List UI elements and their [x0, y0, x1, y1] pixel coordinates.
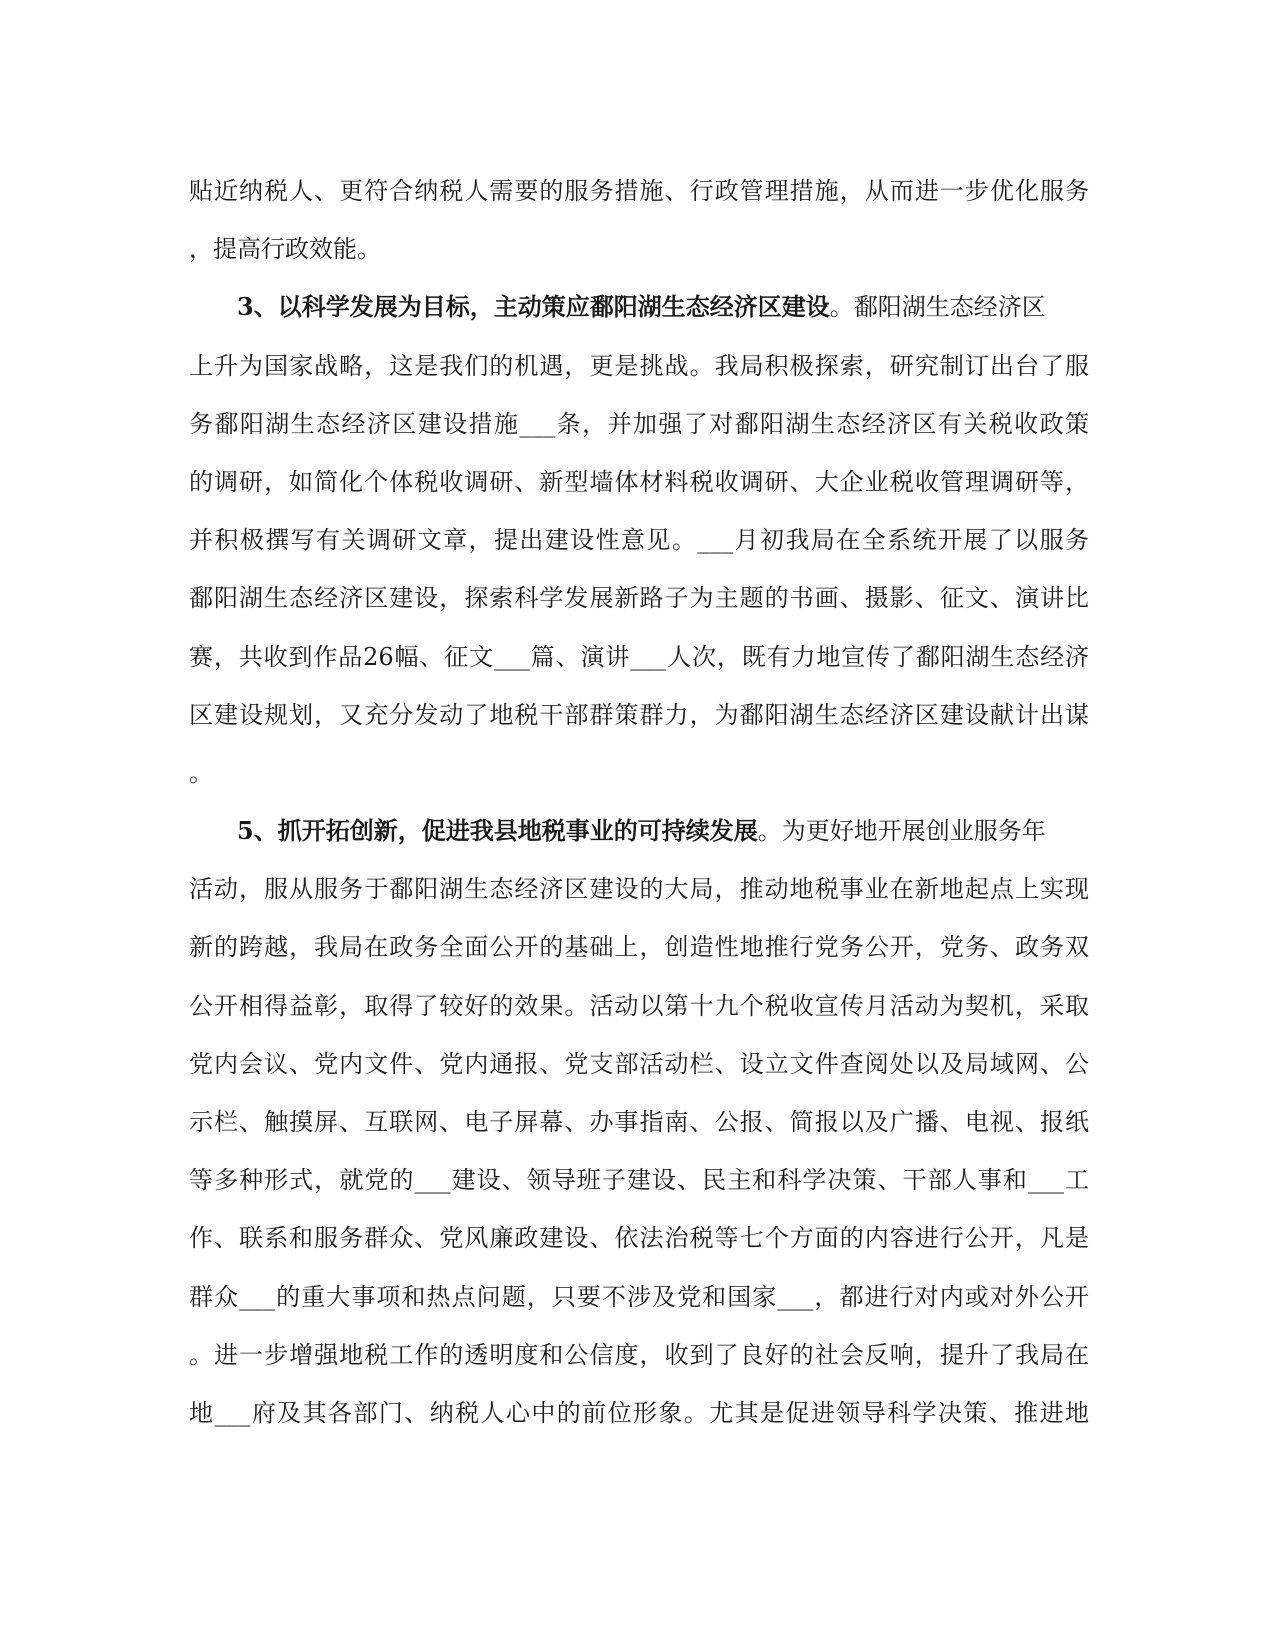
- text-line: 的调研，如简化个体税收调研、新型墙体材料税收调研、大企业税收管理调研等，: [189, 467, 1089, 496]
- text-line: 作、联系和服务群众、党风廉政建设、依法治税等七个方面的内容进行公开，凡是: [189, 1224, 1089, 1253]
- paragraph-3: [189, 802, 1089, 1442]
- text-run: 。鄱阳湖生态经济区: [829, 293, 1046, 322]
- paragraph-heading: 3、以科学发展为目标，主动策应鄱阳湖生态经济区建设: [237, 292, 830, 322]
- text-line: 并积极撰写有关调研文章，提出建设性意见。___月初我局在全系统开展了以服务: [189, 526, 1089, 555]
- paragraph-first-line: [189, 278, 1089, 336]
- text-line: 地___府及其各部门、纳税人心中的前位形象。尤其是促进领导科学决策、推进地: [189, 1398, 1089, 1427]
- text-line: 公开相得益彰，取得了较好的效果。活动以第十九个税收宣传月活动为契机，采取: [189, 991, 1089, 1020]
- paragraph-2: [189, 278, 1089, 802]
- text-line: 新的跨越，我局在政务全面公开的基础上，创造性地推行党务公开，党务、政务双: [189, 933, 1089, 962]
- text-line: 赛，共收到作品26幅、征文___篇、演讲___人次，既有力地宣传了鄱阳湖生态经济: [189, 642, 1089, 671]
- paragraph-first-line: [189, 802, 1089, 860]
- text-line: 活动，服从服务于鄱阳湖生态经济区建设的大局，推动地税事业在新地起点上实现: [189, 875, 1089, 904]
- text-line: 群众___的重大事项和热点问题，只要不涉及党和国家___，都进行对内或对外公开: [189, 1282, 1089, 1311]
- text-line: 党内会议、党内文件、党内通报、党支部活动栏、设立文件查阅处以及局域网、公: [189, 1049, 1089, 1078]
- text-line: 等多种形式，就党的___建设、领导班子建设、民主和科学决策、干部人事和___工: [189, 1166, 1089, 1195]
- text-line: 。: [189, 758, 213, 787]
- text-line: 务鄱阳湖生态经济区建设措施___条，并加强了对鄱阳湖生态经济区有关税收政策: [189, 409, 1089, 438]
- text-line: 贴近纳税人、更符合纳税人需要的服务措施、行政管理措施，从而进一步优化服务: [189, 177, 1089, 205]
- text-line: ，提高行政效能。: [189, 235, 381, 264]
- text-line: 。进一步增强地税工作的透明度和公信度，收到了良好的社会反响，提升了我局在: [189, 1340, 1089, 1369]
- text-line: 示栏、触摸屏、互联网、电子屏幕、办事指南、公报、简报以及广播、电视、报纸: [189, 1108, 1089, 1136]
- text-run: 。为更好地开展创业服务年: [757, 817, 1046, 846]
- text-line: 区建设规划，又充分发动了地税干部群策群力，为鄱阳湖生态经济区建设献计出谋: [189, 700, 1089, 729]
- paragraph-1: [189, 162, 1089, 278]
- text-line: 鄱阳湖生态经济区建设，探索科学发展新路子为主题的书画、摄影、征文、演讲比: [189, 584, 1089, 613]
- document-page: [189, 162, 1089, 1442]
- paragraph-heading: 5、抓开拓创新，促进我县地税事业的可持续发展: [237, 816, 758, 846]
- text-line: 上升为国家战略，这是我们的机遇，更是挑战。我局积极探索，研究制订出台了服: [189, 351, 1089, 380]
